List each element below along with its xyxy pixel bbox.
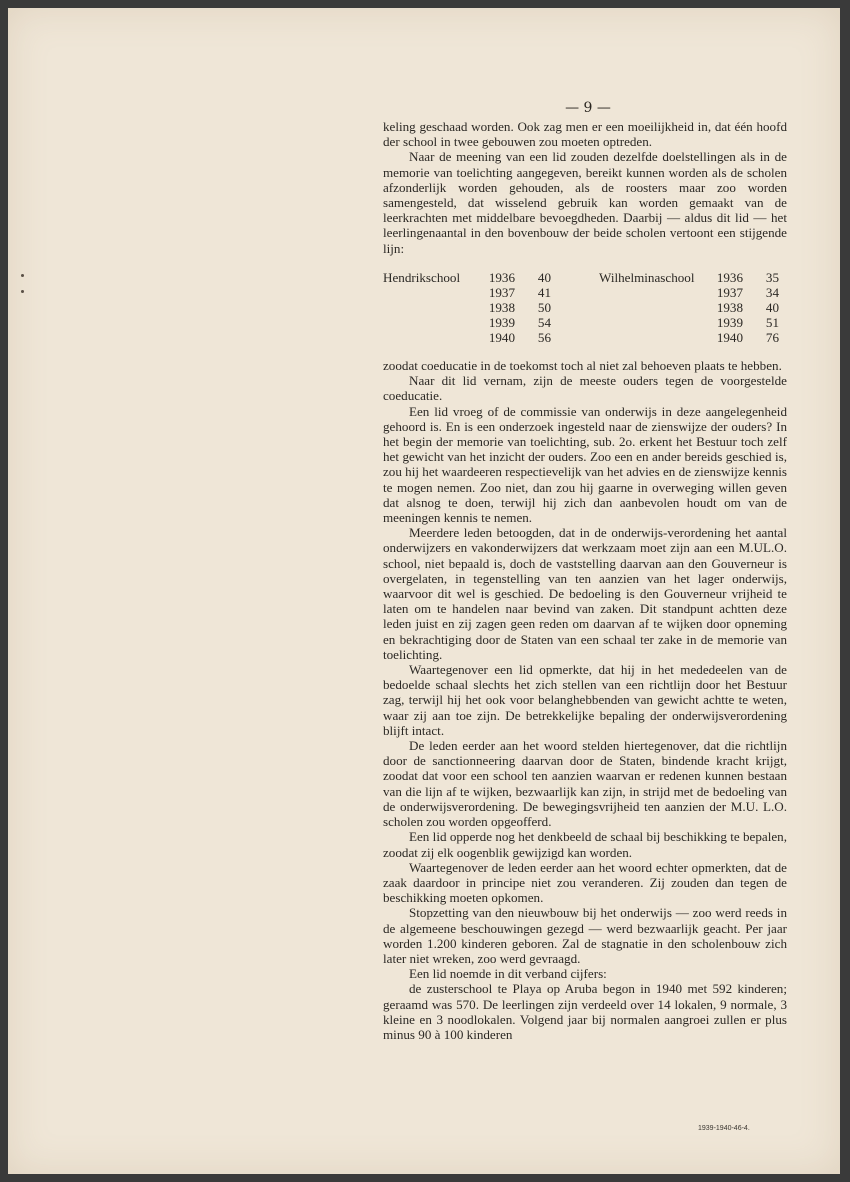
count-cell: 50	[537, 300, 551, 315]
paragraph: Naar de meening van een lid zouden dezelfde doelstellingen als in de memorie van toelichting aangegeven, bereikt kunnen worden als de scholen afzonderlijk worden gehouden, als de roosters maar zoo worden samengesteld, dat wisselend gebruik kan worden gemaakt van de leerkrachten met middelbare bevoegdheden. Daarbij — aldus dit lid — het leerlingenaantal in den bovenbouw der beide scholen vertoont een stijgende lijn:	[383, 149, 787, 256]
paragraph: Een lid vroeg of de commissie van onderwijs in deze aangelegenheid gehoord is. En is een onderzoek ingesteld naar de zienswijze der ouders? In het begin der memorie van toelichting, sub. 2o. erkent het Bestuur toch zelf het gewicht van het inzicht der ouders. Zoo een en ander bereids geschied is, zou hij het waardeeren respectievelijk van het advies en de zienswijze kennis te mogen nemen. Zoo niet, dan zou hij gaarne in overweging willen geven dat alsnog te doen, terwijl hij zich dan aanbevolen houdt om van de meeningen kennis te nemen.	[383, 403, 787, 526]
count-cell: 34	[765, 285, 779, 300]
year-cell: 1937	[488, 285, 515, 300]
paragraph: Waartegenover een lid opmerkte, dat hij in het mededeelen van de bedoelde schaal slechts het zich stellen van een richtlijn door het Bestuur zag, terwijl hij het ook voor belanghebbenden van gewicht achtte te weten, waar zij aan toe zijn. De betrekkelijke bepaling der onderwijsverordening blijft intact.	[383, 662, 787, 738]
page-number: — 9 —	[565, 100, 611, 116]
year-cell: 1940	[488, 330, 515, 345]
school-name: Wilhelminaschool	[599, 270, 695, 285]
footer-code: 1939-1940-46-4.	[698, 1125, 750, 1132]
paragraph: Naar dit lid vernam, zijn de meeste ouders tegen de voorgestelde coeducatie.	[383, 373, 787, 404]
paragraph: zoodat coeducatie in de toekomst toch al niet zal behoeven plaats te hebben.	[383, 358, 782, 373]
year-cell: 1939	[488, 315, 515, 330]
paragraph: de zusterschool te Playa op Aruba begon in 1940 met 592 kinderen; geraamd was 570. De leerlingen zijn verdeeld over 14 lokalen, 9 normale, 3 kleine en 3 noodlokalen. Volgend jaar bij normalen aangroei zullen er plus minus 90 à 100 kinderen	[383, 981, 787, 1042]
paragraph: De leden eerder aan het woord stelden hiertegenover, dat die richtlijn door de sanctionneering daarvan door de Staten, bindende kracht krijgt, zoodat dat voor een school ten aanzien waarvan er redenen kunnen bestaan van die lijn af te wijken, bezwaarlijk kan zijn, in strijd met de bedoeling van de onderwijsverordening. De bewegingsvrijheid ten aanzien der M.U. L.O. scholen zou worden opgeofferd.	[383, 738, 787, 830]
count-cell: 40	[537, 270, 551, 285]
body-text-top	[383, 119, 787, 256]
year-cell: 1939	[716, 315, 743, 330]
count-cell: 56	[537, 330, 551, 345]
paragraph: Meerdere leden betoogden, dat in de onderwijs-verordening het aantal onderwijzers en vakonderwijzers dat werkzaam moet zijn aan een M.UL.O. school, niet bepaald is, doch de vaststelling daarvan aan den Gouverneur is overgelaten, in tegenstelling van ten aanzien van het lager onderwijs, waarvoor dit wel is geschied. De bedoeling is den Gouverneur vrijheid te laten om te handelen naar bevind van zaken. Dit standpunt achtten deze leden juist en zij zagen geen reden om daarvan af te wijken door opneming en bekrachtiging door de Staten van een schaal ter zake in de memorie van toelichting.	[383, 525, 787, 662]
document-page	[8, 8, 840, 1174]
year-cell: 1940	[716, 330, 743, 345]
paragraph: keling geschaad worden. Ook zag men er een moeilijkheid in, dat één hoofd der school in twee gebouwen zou moeten optreden.	[383, 119, 787, 150]
paragraph: Een lid opperde nog het denkbeeld de schaal bij beschikking te bepalen, zoodat zij elk oogenblik gewijzigd kan worden.	[383, 829, 787, 860]
count-cell: 35	[765, 270, 779, 285]
count-cell: 54	[537, 315, 551, 330]
body-text-bottom	[383, 358, 787, 1042]
paragraph: Waartegenover de leden eerder aan het woord echter opmerkten, dat de zaak daardoor in principe niet zou veranderen. Zij zouden dan tegen de beschikking moeten opkomen.	[383, 859, 787, 906]
year-cell: 1936	[488, 270, 515, 285]
year-cell: 1937	[716, 285, 743, 300]
count-cell: 40	[765, 300, 779, 315]
year-cell: 1938	[716, 300, 743, 315]
year-cell: 1938	[488, 300, 515, 315]
count-cell: 51	[765, 315, 779, 330]
count-cell: 76	[765, 330, 779, 345]
margin-mark	[21, 290, 24, 293]
year-cell: 1936	[716, 270, 743, 285]
margin-mark	[21, 274, 24, 277]
paragraph: Een lid noemde in dit verband cijfers:	[409, 966, 607, 982]
paragraph: Stopzetting van den nieuwbouw bij het onderwijs — zoo werd reeds in de algemeene beschouwingen gezegd — werd bezwaarlijk geacht. Per jaar worden 1.200 kinderen geboren. Zal de stagnatie in den scholenbouw zich later niet wreken, zoo werd gevraagd.	[383, 905, 787, 966]
count-cell: 41	[537, 285, 551, 300]
school-name: Hendrikschool	[383, 270, 461, 285]
